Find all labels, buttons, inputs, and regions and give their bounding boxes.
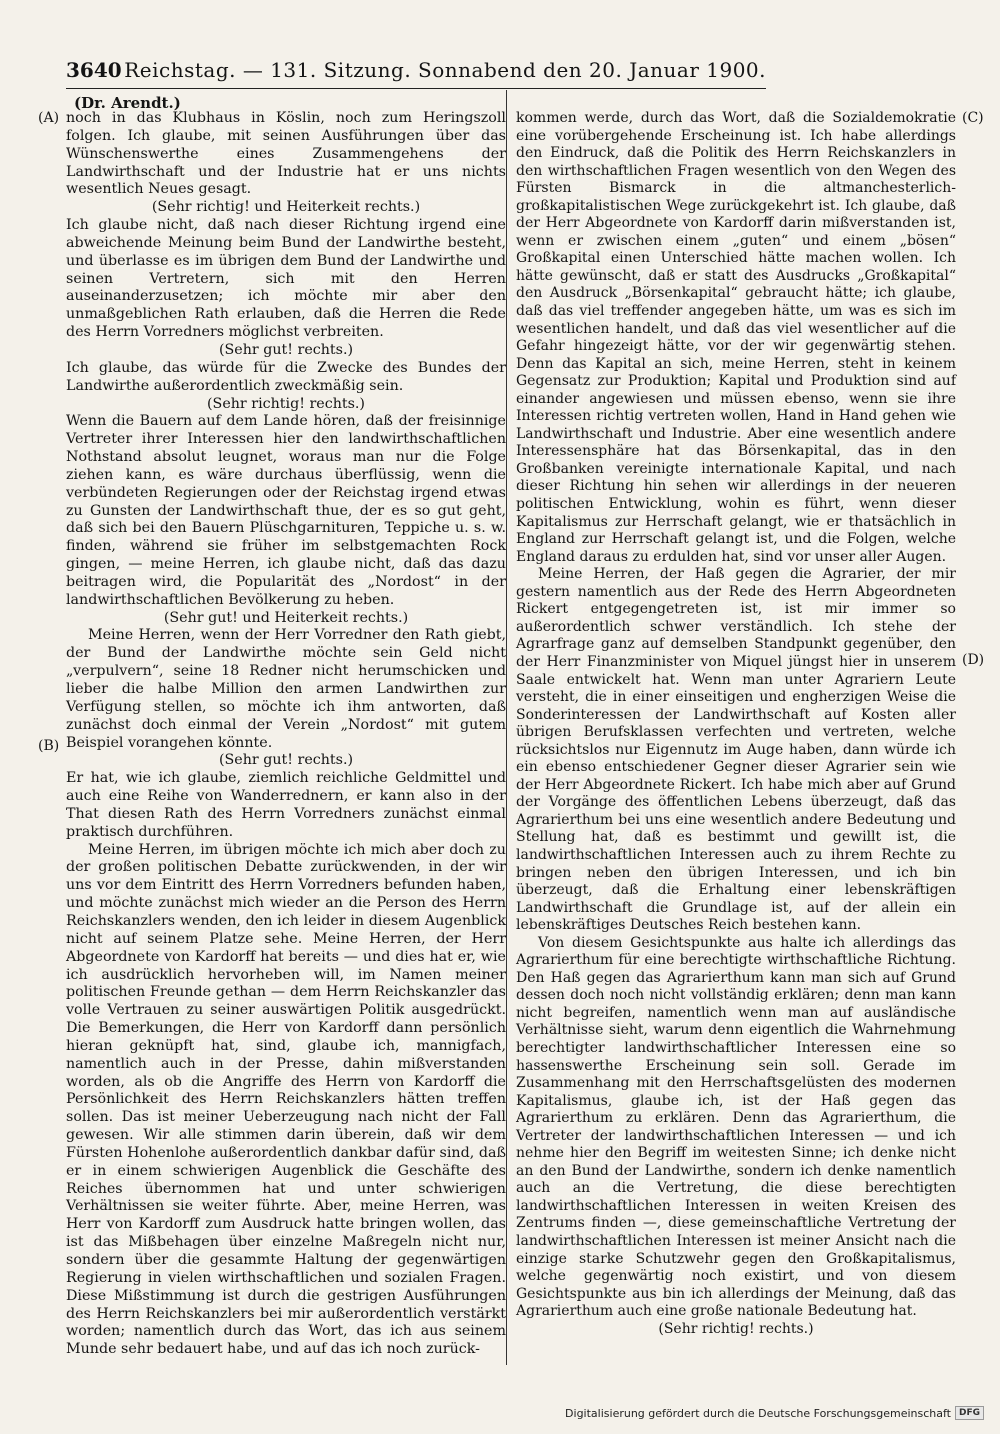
paragraph: Ich glaube nicht, daß nach dieser Richtung irgend eine abweichende Meinung beim Bund der Landwirthe besteht, und überlasse es im übrigen dem Bund der Landwirthe und seinen Vertretern, sich mit den Herren auseinanderzusetzen; ich möchte mir aber den unmaßgeblichen Rath erlauben, daß die Herren die Rede des Herrn Vorredners möglichst verbreiten. <box>66 217 506 341</box>
margin-marker-c: (C) <box>962 110 984 126</box>
digitization-footer <box>565 1406 984 1420</box>
running-header <box>66 58 766 89</box>
paragraph: Wenn die Bauern auf dem Lande hören, daß der freisinnige Vertreter ihrer Interessen hier den landwirthschaftlichen Nothstand absolut leugnet, woraus man nur die Folge ziehen kann, es wäre durchaus überflüssig, wenn die verbündeten Regierungen oder der Reichstag irgend etwas zu Gunsten der Landwirthschaft thue, der es so gut geht, daß sich bei den Bauern Plüschgarnituren, Teppiche u. s. w. finden, während sie früher im selbstgemachten Rock gingen, — meine Herren, ich glaube nicht, daß das dazu beitragen wird, die Popularität des „Nordost“ in der landwirthschaftlichen Bevölkerung zu heben. <box>66 413 506 608</box>
interjection: (Sehr gut! rechts.) <box>218 341 354 358</box>
interjection: (Sehr richtig! rechts.) <box>207 395 365 412</box>
footer-text: Digitalisierung gefördert durch die Deutsche Forschungsgemeinschaft <box>565 1406 951 1420</box>
paragraph: Er hat, wie ich glaube, ziemlich reichliche Geldmittel und auch eine Reihe von Wanderrednern, er kann also in der That diesen Rath des Herrn Vorredners zunächst einmal praktisch durchführen. <box>66 770 506 840</box>
paragraph: Meine Herren, der Haß gegen die Agrarier, der mir gestern namentlich aus der Rede des Herrn Abgeordneten Rickert entgegengetreten ist, ist mir immer so außerordentlich schwer verständlich. Ich stehe der Agrarfrage ganz auf demselben Standpunkt gegenüber, den der Herr Finanzminister von Miquel jüngst hier in unserem Saale entwickelt hat. Wenn man unter Agrariern Leute versteht, die in einer einseitigen und engherzigen Weise die Sonderinteressen der Landwirthschaft auf Kosten aller übrigen Berufsklassen verfechten und vertreten, welche rücksichtslos nur Eigennutz im Auge haben, dann würde ich ein ebenso entschiedener Gegner dieser Agrarier sein wie der Herr Abgeordnete Rickert. Ich habe mich aber auf Grund der Vorgänge des öffentlichen Lebens überzeugt, daß das Agrarierthum bei uns eine wesentlich andere Bedeutung und Stellung hat, daß es bestimmt und gewillt ist, die landwirthschaftlichen Interessen auch zu ihrem Rechte zu bringen neben den übrigen Interessen, und ich bin überzeugt, daß die Erhaltung einer lebenskräftigen Landwirthschaft die Grundlage ist, auf der allein ein lebenskräftiges Deutsches Reich bestehen kann. <box>516 566 956 934</box>
speaker-name: (Dr. Arendt.) <box>74 94 181 112</box>
paragraph: noch in das Klubhaus in Köslin, noch zum Heringszoll folgen. Ich glaube, mit seinen Ausführungen über das Wünschenswerthe eines Zusammengehens der Landwirthschaft und der Industrie hat er uns nichts wesentlich Neues gesagt. <box>66 110 506 198</box>
interjection: (Sehr gut! rechts.) <box>218 752 354 769</box>
margin-marker-b: (B) <box>38 738 60 754</box>
paragraph: Meine Herren, im übrigen möchte ich mich aber doch zu der großen politischen Debatte zurückwenden, in der wir uns vor dem Eintritt des Herrn Vorredners befunden haben, und möchte zunächst mich wieder an die Person des Herrn Reichskanzlers wenden, den ich leider in diesem Augenblick nicht auf seinem Platze sehe. Meine Herren, der Herr Abgeordnete von Kardorff hat bereits — und dies hat er, wie ich ausdrücklich hervorheben will, im Namen meiner politischen Freunde gethan — dem Herrn Reichskanzler das volle Vertrauen zu seiner auswärtigen Politik ausgedrückt. Die Bemerkungen, die Herr von Kardorff dann persönlich hieran geknüpft hat, sind, glaube ich, mannigfach, namentlich auch in der Presse, dahin mißverstanden worden, als ob die Angriffe des Herrn von Kardorff die Persönlichkeit des Herrn Reichskanzlers hätten treffen sollen. Das ist meiner Ueberzeugung nach nicht der Fall gewesen. Wir alle stimmen darin überein, daß wir dem Fürsten Hohenlohe außerordentlich dankbar dafür sind, daß er in einem schwierigen Augenblick die Geschäfte des Reiches übernommen hat und unter schwierigen Verhältnissen sie weiter führte. Aber, meine Herren, was Herr von Kardorff zum Ausdruck hatte bringen wollen, das ist das Mißbehagen über einzelne Maßregeln nicht nur, sondern über die gesammte Haltung der gegenwärtigen Regierung in vielen wirthschaftlichen und sozialen Fragen. Diese Mißstimmung ist durch die gestrigen Ausführungen des Herrn Reichskanzlers bei mir außerordentlich verstärkt worden; namentlich durch das Wort, das ich aus seinem Munde sehr bedauert habe, und auf das ich noch zurück- <box>66 841 506 1358</box>
right-column <box>516 110 956 1338</box>
dfg-logo: DFG <box>955 1406 984 1420</box>
left-column <box>66 110 506 1359</box>
page-number: 3640 <box>66 58 122 82</box>
paragraph: Von diesem Gesichtspunkte aus halte ich allerdings das Agrarierthum für eine berechtigte wirthschaftliche Richtung. Den Haß gegen das Agrarierthum kann man sich auf Grund dessen doch noch nicht vollständig erklären; denn man kann nicht begreifen, namentlich wenn man auf ausländische Verhältnisse sieht, warum denn eigentlich die Wahrnehmung berechtigter landwirthschaftlicher Interessen eine so hassenswerthe Erscheinung sein soll. Gerade im Zusammenhang mit den Herrschaftsgelüsten des modernen Kapitalismus, glaube ich, ist der Haß gegen das Agrarierthum zu erklären. Denn das Agrarierthum, die Vertreter der landwirthschaftlichen Interessen — und ich nehme hier den Begriff im weitesten Sinne; ich denke nicht an den Bund der Landwirthe, sondern ich denke namentlich auch an die Vertretung, die diese berechtigten landwirthschaftlichen Interessen in weiten Kreisen des Zentrums finden —, diese gemeinschaftliche Vertretung der landwirthschaftlichen Interessen ist meiner Ansicht nach die einzige starke Schutzwehr gegen den Großkapitalismus, welche gegenwärtig noch existirt, und von diesem Gesichtspunkte aus bin ich allerdings der Meinung, daß das Agrarierthum auch eine große nationale Bedeutung hat. <box>516 934 956 1320</box>
running-title: Reichstag. — 131. Sitzung. Sonnabend den 20. Januar 1900. <box>124 58 766 82</box>
margin-marker-d: (D) <box>962 652 985 668</box>
paragraph: Ich glaube, das würde für die Zwecke des Bundes der Landwirthe außerordentlich zweckmäßig sein. <box>66 359 506 394</box>
paragraph: kommen werde, durch das Wort, daß die Sozialdemokratie eine vorübergehende Erscheinung ist. Ich habe allerdings den Eindruck, daß die Politik des Herrn Reichskanzlers in den wirthschaftlichen Fragen wesentlich von den Wegen des Fürsten Bismarck in die altmanchesterlich-großkapitalistischen Wege zurückgekehrt ist. Ich glaube, daß der Herr Abgeordnete von Kardorff darin mißverstanden ist, wenn er zwischen einem „guten“ und einem „bösen“ Großkapital einen Unterschied hätte machen wollen. Ich hätte gewünscht, daß er statt des Ausdrucks „Großkapital“ den Ausdruck „Börsenkapital“ gebraucht hätte; ich glaube, daß das viel treffender angegeben hätte, um was es sich im wesentlichen handelt, und daß das viel wesentlicher auf die Gefahr hingezeigt hätte, vor der wir gegenwärtig stehen. Denn das Kapital an sich, meine Herren, steht in keinem Gegensatz zur Produktion; Kapital und Produktion sind auf einander angewiesen und müssen ebenso, wenn sie ihre Interessen richtig vertreten wollen, Hand in Hand gehen wie Landwirthschaft und Industrie. Aber eine wesentlich andere Interessensphäre hat das Börsenkapital, das in den Großbanken vereinigte internationale Kapital, und nach dieser Richtung hin sehen wir allerdings in der neueren politischen Entwicklung, wohin es führt, wenn dieser Kapitalismus zur Herrschaft gelangt, wie er thatsächlich in England zur Herrschaft gelangt ist, und die Folgen, welche England daraus zu erdulden hat, sind vor unser aller Augen. <box>516 110 956 565</box>
paragraph: Meine Herren, wenn der Herr Vorredner den Rath giebt, der Bund der Landwirthe möchte sein Geld nicht „verpulvern“, seine 18 Redner nicht herumschicken und lieber die halbe Million den armen Landwirthen zur Verfügung stellen, so möchte ich ihm antworten, daß zunächst doch einmal der Verein „Nordost“ mit gutem Beispiel vorangehen könnte. <box>66 627 506 751</box>
column-divider <box>506 90 507 1365</box>
interjection: (Sehr richtig! rechts.) <box>658 1320 814 1337</box>
interjection: (Sehr richtig! und Heiterkeit rechts.) <box>151 199 421 216</box>
margin-marker-a: (A) <box>38 110 60 126</box>
interjection: (Sehr gut! und Heiterkeit rechts.) <box>163 609 409 626</box>
